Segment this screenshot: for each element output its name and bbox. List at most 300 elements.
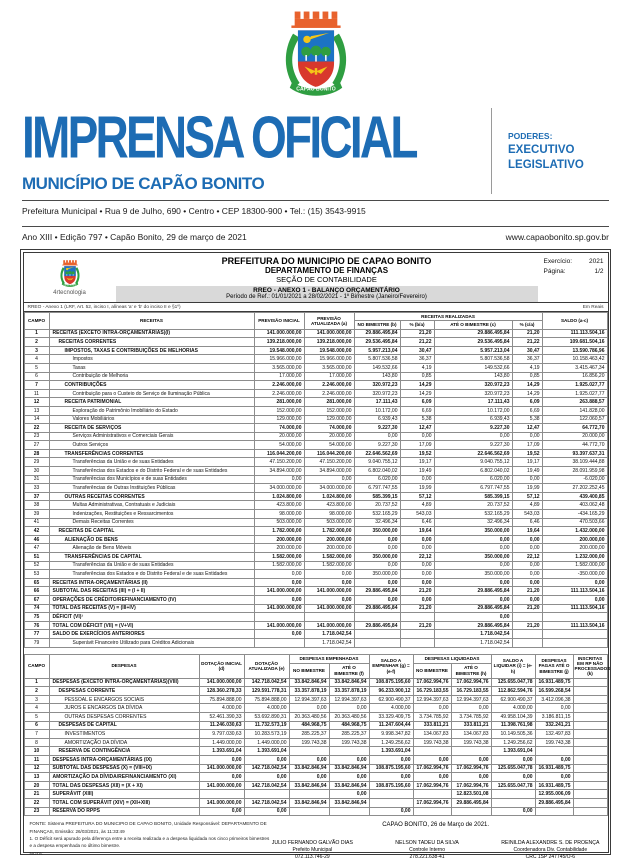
value-cell: 74.000,00	[304, 424, 354, 433]
label-cell: RECEITA DE SERVIÇOS	[49, 424, 254, 433]
label-cell: TOTAL COM DÉFICIT (VII) = (V+VI)	[49, 621, 254, 630]
vendor-block	[24, 253, 116, 303]
value-cell: 9.040.755,12	[434, 458, 512, 467]
value-cell: 585.399,15	[354, 492, 400, 501]
label-cell: SALDO DE EXERCÍCIOS ANTERIORES	[49, 630, 254, 639]
document-titles	[116, 253, 538, 303]
value-cell: 141.000.000,00	[254, 329, 304, 338]
value-cell: 19,49	[400, 467, 434, 476]
value-cell: 36,37	[512, 355, 542, 364]
label-cell: Valores Mobiliários	[49, 415, 254, 424]
value-cell: 21,22	[512, 338, 542, 347]
label-cell: SUPERÁVIT (XIII)	[49, 790, 199, 799]
campo-cell: 3	[24, 695, 49, 704]
col-campo: CAMPO	[24, 313, 49, 330]
value-cell: -6.020,00	[542, 475, 607, 484]
table-row	[24, 346, 607, 355]
value-cell: 29.886.495,84	[535, 798, 573, 807]
value-cell	[400, 638, 434, 647]
table-row	[24, 570, 607, 579]
table-row	[24, 553, 607, 562]
value-cell: 19,17	[400, 458, 434, 467]
table-row	[24, 424, 607, 433]
value-cell: 17.062.994,76	[413, 798, 451, 807]
value-cell: 0,00	[329, 790, 369, 799]
signature-role: Coordenadora Div. Contabilidade	[513, 847, 588, 854]
table-row	[24, 695, 607, 704]
value-cell: 0,00	[512, 432, 542, 441]
value-cell: -434.165,29	[542, 510, 607, 519]
value-cell: 29.536.495,84	[434, 338, 512, 347]
label-cell: Transferências dos Municípios e de suas Entidades	[49, 475, 254, 484]
campo-cell: 28	[24, 449, 49, 458]
campo-cell: 5	[24, 363, 49, 372]
value-cell: 128.360.278,33	[199, 687, 244, 696]
value-cell: 6.802.040,02	[354, 467, 400, 476]
label-cell: Transferências de Outras Instituições Públicas	[49, 484, 254, 493]
value-cell: 143,80	[434, 372, 512, 381]
table-row	[24, 704, 607, 713]
value-cell: 21,20	[512, 587, 542, 596]
value-cell	[573, 704, 607, 713]
value-cell: 1.249.256,62	[491, 738, 535, 747]
value-cell: 10.172,00	[354, 406, 400, 415]
label-cell: TOTAL DAS RECEITAS (V) = (III+IV)	[49, 604, 254, 613]
table-row	[24, 329, 607, 338]
value-cell: 281.000,00	[254, 398, 304, 407]
value-cell: 75.894.888,00	[244, 695, 289, 704]
value-cell: 199.743,38	[413, 738, 451, 747]
value-cell: 350.000,00	[354, 553, 400, 562]
campo-cell: 10	[24, 747, 49, 756]
value-cell: 33.357.878,19	[329, 687, 369, 696]
signature-name: REINILDA ALEXANDRE S. DE PROENÇA	[501, 840, 600, 847]
value-cell	[354, 638, 400, 647]
table-row	[24, 467, 607, 476]
value-cell: 0,00	[451, 756, 491, 765]
value-cell: 17.062.994,76	[451, 781, 491, 790]
value-cell: 1.393.691,04	[369, 747, 413, 756]
receitas-table-header	[24, 313, 607, 330]
value-cell: 4,19	[512, 363, 542, 372]
dept-name: DEPARTAMENTO DE FINANÇAS	[264, 265, 389, 275]
value-cell: 6.939,43	[354, 415, 400, 424]
value-cell	[413, 790, 451, 799]
label-cell: Demais Receitas Correntes	[49, 518, 254, 527]
value-cell: 152.000,00	[254, 406, 304, 415]
value-cell: 98.000,00	[254, 510, 304, 519]
value-cell	[400, 613, 434, 622]
value-cell: 14,29	[400, 389, 434, 398]
value-cell: 6,09	[400, 398, 434, 407]
campo-cell: 65	[24, 578, 49, 587]
campo-cell: 29	[24, 458, 49, 467]
label-cell: Taxas	[49, 363, 254, 372]
col-receitas: RECEITAS	[49, 313, 254, 330]
col-saldo-empenhar: SALDO A EMPENHAR (g) = (e-f)	[369, 654, 413, 678]
value-cell: 0,00	[289, 704, 329, 713]
value-cell: 4.000,00	[244, 704, 289, 713]
campo-cell: 13	[24, 773, 49, 782]
value-cell: 17.111,43	[434, 398, 512, 407]
value-cell: 0,00	[254, 578, 304, 587]
label-cell: OUTRAS RECEITAS CORRENTES	[49, 492, 254, 501]
value-cell: 96.233.900,12	[369, 687, 413, 696]
value-cell	[369, 798, 413, 807]
value-cell: 320.972,23	[434, 381, 512, 390]
col-dotacao-inicial: DOTAÇÃO INICIAL (d)	[199, 654, 244, 678]
municipal-crest-icon	[275, 6, 357, 104]
value-cell: 149.532,66	[354, 363, 400, 372]
table-row	[24, 730, 607, 739]
campo-cell: 12	[24, 398, 49, 407]
campo-cell: 23	[24, 432, 49, 441]
value-cell: 281.000,00	[304, 398, 354, 407]
label-cell: Contribuição de Melhoria	[49, 372, 254, 381]
value-cell: 16.931.489,75	[535, 781, 573, 790]
table-row	[24, 678, 607, 687]
campo-cell: 4	[24, 704, 49, 713]
value-cell: 116.044.200,00	[254, 449, 304, 458]
label-cell: SUBTOTAL DAS DESPESAS (X) = (VIII+IX)	[49, 764, 199, 773]
col-no-bimestre: NO BIMESTRE (b)	[354, 321, 400, 329]
table-row	[24, 721, 607, 730]
value-cell: 141.000.000,00	[199, 764, 244, 773]
deficit-note: 1. O Déficit será apurado pela diferença entre a receita realizada e a despesa liquidada nos cinco primeiros bimestres e a despesa empenhada no último bimestre.	[29, 835, 270, 849]
col-despesas: DESPESAS	[49, 654, 199, 678]
value-cell: 470.503,66	[542, 518, 607, 527]
value-cell: 2.246.000,00	[304, 381, 354, 390]
campo-cell: 1	[24, 329, 49, 338]
value-cell: 12.994.397,63	[413, 695, 451, 704]
value-cell: 19,99	[400, 484, 434, 493]
value-cell: 22,12	[400, 553, 434, 562]
signature-doc: 072.113.746-29	[295, 853, 330, 860]
signature-accountant	[501, 840, 599, 861]
value-cell: 6.797.747,55	[434, 484, 512, 493]
value-cell: 29.536.495,84	[354, 338, 400, 347]
campo-cell: 22	[24, 424, 49, 433]
table-row	[24, 484, 607, 493]
value-cell: 125.655.047,78	[491, 678, 535, 687]
label-cell: TRANSFERÊNCIAS DE CAPITAL	[49, 553, 254, 562]
value-cell: 17.111,43	[354, 398, 400, 407]
signature-doc: 278.221.638-41	[409, 853, 445, 860]
col-pct-b: % (b/a)	[400, 321, 434, 329]
label-cell: OUTRAS DESPESAS CORRENTES	[49, 713, 199, 722]
value-cell: 350.000,00	[354, 570, 400, 579]
value-cell: 141.000.000,00	[254, 604, 304, 613]
despesas-table-header	[24, 654, 611, 678]
value-cell: 0,00	[354, 535, 400, 544]
value-cell: 29.886.495,84	[434, 621, 512, 630]
value-cell: -350.000,00	[542, 570, 607, 579]
value-cell: 0,00	[434, 432, 512, 441]
value-cell: 21,22	[400, 338, 434, 347]
value-cell: 17.062.994,76	[451, 764, 491, 773]
value-cell: 0,00	[369, 773, 413, 782]
campo-cell: 12	[24, 764, 49, 773]
label-cell: AMORTIZAÇÃO DA DÍVIDA	[49, 738, 199, 747]
value-cell: 1.393.691,04	[491, 747, 535, 756]
label-cell: Transferências da União e de suas Entidades	[49, 458, 254, 467]
campo-cell: 46	[24, 535, 49, 544]
value-cell	[573, 678, 607, 687]
value-cell: 0,00	[304, 475, 354, 484]
campo-cell: 38	[24, 501, 49, 510]
value-cell	[573, 695, 607, 704]
table-row	[24, 747, 607, 756]
value-cell: 5.807.536,58	[434, 355, 512, 364]
municipal-crest-icon	[57, 259, 83, 289]
label-cell: JUROS E ENCARGOS DA DÍVIDA	[49, 704, 199, 713]
value-cell	[512, 613, 542, 622]
signature-role: Prefeito Municipal	[292, 847, 333, 854]
gazette-subtitle: MUNICÍPIO DE CAPÃO BONITO	[22, 174, 265, 193]
label-cell: SUBTOTAL DAS RECEITAS (III) = (I + II)	[49, 587, 254, 596]
label-cell: RECEITA PATRIMONIAL	[49, 398, 254, 407]
value-cell: 4.000,00	[369, 704, 413, 713]
value-cell: 14,29	[512, 381, 542, 390]
report-title: RREO - ANEXO 1 - BALANÇO ORÇAMENTÁRIO	[116, 286, 538, 295]
value-cell: 503.000,00	[254, 518, 304, 527]
value-cell: 3.186.811,15	[535, 713, 573, 722]
edition-row	[0, 227, 631, 244]
value-cell: 0,00	[400, 561, 434, 570]
value-cell: 320.972,23	[354, 389, 400, 398]
value-cell: 129.000,00	[254, 415, 304, 424]
value-cell: 54.000,00	[304, 441, 354, 450]
table-row	[24, 587, 607, 596]
signature-name: JULIO FERNANDO GALVÃO DIAS	[271, 840, 353, 847]
value-cell	[542, 613, 607, 622]
col-previsao-atualizada: PREVISÃO ATUALIZADA (a)	[304, 313, 354, 330]
value-cell: 1.449.000,00	[199, 738, 244, 747]
value-cell: 143,80	[354, 372, 400, 381]
value-cell: 17.000,00	[254, 372, 304, 381]
value-cell: 1.925.027,77	[542, 389, 607, 398]
value-cell: 12.994.397,63	[451, 695, 491, 704]
value-cell: 200.000,00	[304, 535, 354, 544]
col-ate-bimestre: ATÉ O BIMESTRE (c)	[434, 321, 512, 329]
value-cell: 33.842.846,94	[289, 678, 329, 687]
campo-cell: 7	[24, 730, 49, 739]
value-cell: 484.968,75	[289, 721, 329, 730]
table-row	[24, 561, 607, 570]
campo-cell: 33	[24, 484, 49, 493]
col-group-realizadas: RECEITAS REALIZADAS	[354, 313, 542, 321]
value-cell: 74.000,00	[254, 424, 304, 433]
value-cell: 0,00	[304, 570, 354, 579]
table-row	[24, 518, 607, 527]
value-cell: 0,00	[254, 570, 304, 579]
label-cell: ALIENAÇÃO DE BENS	[49, 535, 254, 544]
col-saldo-liquidar: SALDO A LIQUIDAR (i) = (e-h)	[491, 654, 535, 678]
value-cell: 29.886.495,84	[354, 587, 400, 596]
despesas-table	[24, 654, 611, 817]
value-cell: 1.582.000,00	[254, 561, 304, 570]
campo-cell: 1	[24, 678, 49, 687]
value-cell: 112.862.594,76	[491, 687, 535, 696]
vendor-name: 4rtecnologia	[53, 289, 86, 296]
value-cell	[329, 807, 369, 816]
value-cell	[244, 790, 289, 799]
value-cell: 34.000.000,00	[254, 484, 304, 493]
value-cell: 19,64	[512, 527, 542, 536]
value-cell: 0,00	[535, 704, 573, 713]
value-cell: 33.842.846,94	[289, 798, 329, 807]
website-url: www.capaobonito.sp.gov.br	[505, 232, 609, 242]
table-row	[24, 432, 607, 441]
value-cell: 54.000,00	[254, 441, 304, 450]
label-cell: RESERVA DE CONTINGÊNCIA	[49, 747, 199, 756]
value-cell: 199.743,38	[329, 738, 369, 747]
signature-name: NELSON TADEU DA SILVA	[395, 840, 459, 847]
table-row	[24, 338, 607, 347]
edition-line: Ano XIII • Edição 797 • Capão Bonito, 29 de março de 2021	[22, 232, 247, 242]
campo-cell: 41	[24, 518, 49, 527]
table-row	[24, 449, 607, 458]
powers-block	[491, 108, 609, 194]
campo-cell: 11	[24, 756, 49, 765]
value-cell: 20.000,00	[254, 432, 304, 441]
masthead	[0, 104, 631, 194]
value-cell: 33.842.846,94	[329, 678, 369, 687]
value-cell: 439.400,85	[542, 492, 607, 501]
value-cell: 10.172,00	[434, 406, 512, 415]
campo-cell: 4	[24, 355, 49, 364]
value-cell: 484.968,75	[329, 721, 369, 730]
value-cell: 21,20	[512, 329, 542, 338]
value-cell: 11.398.761,98	[491, 721, 535, 730]
value-cell: 2.246.000,00	[254, 381, 304, 390]
col-previsao-inicial: PREVISÃO INICIAL	[254, 313, 304, 330]
value-cell: 141.000.000,00	[199, 798, 244, 807]
table-row	[24, 441, 607, 450]
value-cell: 0,00	[451, 704, 491, 713]
place-date: CAPAO BONITO, 26 de Março de 2021.	[382, 822, 490, 829]
value-cell	[535, 747, 573, 756]
value-cell: 22,12	[512, 553, 542, 562]
value-cell: 21,20	[400, 329, 434, 338]
label-cell: Exploração do Patrimônio Imobiliário do Estado	[49, 406, 254, 415]
table-row	[24, 630, 607, 639]
value-cell: 1.718.042,54	[304, 638, 354, 647]
value-cell	[254, 638, 304, 647]
value-cell: 350.000,00	[434, 553, 512, 562]
value-cell: 111.113.504,16	[542, 329, 607, 338]
address-line: Prefeitura Municipal • Rua 9 de Julho, 690 • Centro • CEP 18300-900 • Tel.: (15) 3543-9915	[22, 206, 366, 216]
label-cell: DESPESAS INTRA-ORÇAMENTÁRIAS (IX)	[49, 756, 199, 765]
value-cell: 12.955.006,09	[535, 790, 573, 799]
value-cell: 0,00	[512, 561, 542, 570]
value-cell	[304, 613, 354, 622]
value-cell: 0,00	[329, 756, 369, 765]
value-cell: 0,00	[369, 807, 413, 816]
label-cell: TOTAL DAS DESPESAS (XII) = (X + XI)	[49, 781, 199, 790]
value-cell: 64.772,70	[542, 424, 607, 433]
value-cell: 16.856,20	[542, 372, 607, 381]
value-cell: 423.800,00	[254, 501, 304, 510]
value-cell: 20.000,00	[542, 432, 607, 441]
value-cell: 75.894.888,00	[199, 695, 244, 704]
value-cell: 6,46	[400, 518, 434, 527]
value-cell: 109.681.504,16	[542, 338, 607, 347]
value-cell: 0,00	[329, 704, 369, 713]
campo-cell: 13	[24, 406, 49, 415]
value-cell: 0,00	[244, 756, 289, 765]
value-cell: 21,20	[400, 587, 434, 596]
value-cell: 20.737,52	[354, 501, 400, 510]
value-cell: 34.894.000,00	[254, 467, 304, 476]
value-cell: 200.000,00	[542, 535, 607, 544]
value-cell: 1.718.042,54	[304, 630, 354, 639]
table-row	[24, 363, 607, 372]
value-cell: 0,00	[304, 595, 354, 604]
table-row	[24, 713, 607, 722]
table-row	[24, 798, 607, 807]
value-cell: 0,00	[199, 807, 244, 816]
value-cell: 5,38	[512, 415, 542, 424]
value-cell: 21,20	[400, 604, 434, 613]
label-cell: Transferências dos Estados e do Distrito Federal e de suas Entidades	[49, 570, 254, 579]
campo-cell: 66	[24, 587, 49, 596]
table-row	[24, 398, 607, 407]
value-cell: 125.655.047,78	[491, 781, 535, 790]
value-cell: 9.227,30	[354, 441, 400, 450]
value-cell: 19,49	[512, 467, 542, 476]
value-cell: 0,00	[400, 595, 434, 604]
value-cell: 0,00	[329, 773, 369, 782]
value-cell: 263.888,57	[542, 398, 607, 407]
value-cell: 4,19	[400, 363, 434, 372]
value-cell: 47.150.200,00	[304, 458, 354, 467]
table-row	[24, 475, 607, 484]
value-cell: 0,00	[400, 475, 434, 484]
campo-cell: 2	[24, 687, 49, 696]
label-cell: Superávit Financeiro Utilizado para Créditos Adicionais	[49, 638, 254, 647]
label-cell: Impostos	[49, 355, 254, 364]
value-cell: 12,47	[400, 424, 434, 433]
value-cell: 38.109.444,88	[542, 458, 607, 467]
value-cell	[573, 764, 607, 773]
campo-cell: 67	[24, 595, 49, 604]
table-row	[24, 604, 607, 613]
col-campo: CAMPO	[24, 654, 49, 678]
value-cell: 1.024.800,00	[304, 492, 354, 501]
table-row	[24, 544, 607, 553]
value-cell: 49.958.104,39	[491, 713, 535, 722]
value-cell: 15.966.000,00	[304, 355, 354, 364]
value-cell	[573, 730, 607, 739]
masthead-crest	[0, 0, 631, 104]
value-cell: 0,00	[542, 578, 607, 587]
value-cell: 199.743,38	[535, 738, 573, 747]
value-cell: 111.113.504,16	[542, 621, 607, 630]
value-cell: 0,00	[254, 630, 304, 639]
value-cell: 12,47	[512, 424, 542, 433]
value-cell: 3.412.096,38	[535, 695, 573, 704]
value-cell: 33.357.878,19	[289, 687, 329, 696]
value-cell	[542, 638, 607, 647]
value-cell: 134.067,83	[451, 730, 491, 739]
label-cell: DESPESAS CORRENTE	[49, 687, 199, 696]
col-pagas: DESPESAS PAGAS ATÉ O BIMESTRE (j)	[535, 654, 573, 678]
value-cell: 320.972,23	[354, 381, 400, 390]
value-cell: 17.062.994,76	[451, 678, 491, 687]
value-cell: 200.000,00	[254, 544, 304, 553]
value-cell: 21,20	[400, 621, 434, 630]
